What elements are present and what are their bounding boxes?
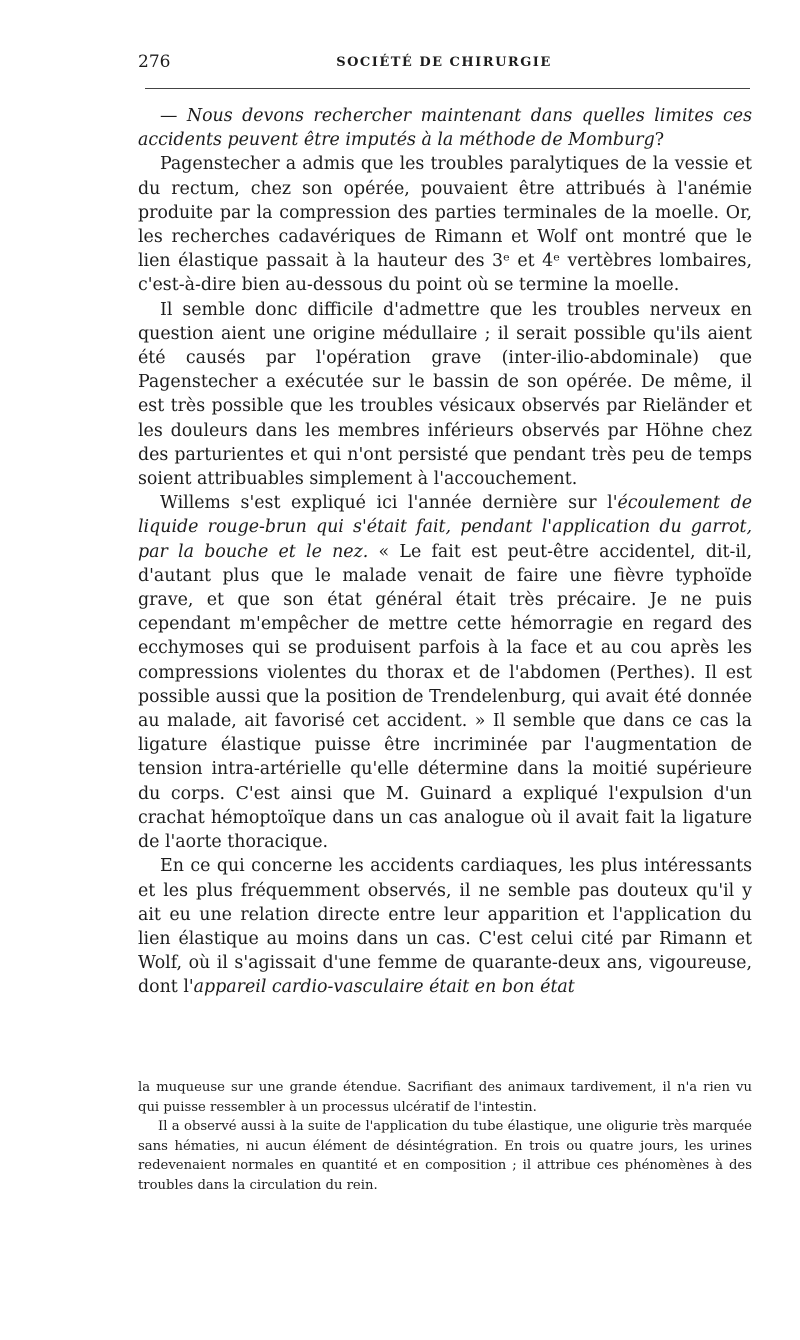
page-header — [138, 52, 750, 74]
paragraph — [138, 104, 752, 152]
text-span: Willems s'est expliqué ici l'année dernière sur l' — [160, 493, 618, 514]
italic-text: Nous devons rechercher maintenant dans quelles limites ces accidents peuvent être imputés à la méthode de Momburg — [138, 106, 752, 151]
paragraph — [138, 491, 752, 854]
text-span: « Le fait est peut-être accidentel, dit-il, d'autant plus que le malade venait de faire une fièvre typhoïde grave, et que son état général était très précaire. Je ne puis cependant m'empêcher de mettre cette hémorragie en regard des ecchymoses qui se produisent parfois à la face et au cou après les compressions violentes du thorax et de l'abdomen (Perthes). Il est possible aussi que la position de Trendelenburg, qui avait été donnée au malade, ait favorisé cet accident. » Il semble que dans ce cas la ligature élastique puisse être incriminée par l'augmentation de tension intra-artérielle qu'elle détermine dans la moitié supérieure du corps. C'est ainsi que M. Guinard a expliqué l'expulsion d'un crachat hémoptoïque dans un cas analogue où il avait fait la ligature de l'aorte thoracique. — [138, 541, 752, 853]
text-span: En ce qui concerne les accidents cardiaques, les plus intéressants et les plus fréquemment observés, il ne semble pas douteux qu'il y ait eu une relation directe entre leur apparition et l'application du lien élastique au moins dans un cas. C'est celui cité par Rimann et Wolf, où il s'agissait d'une femme de quarante-deux ans, vigoureuse, dont l' — [138, 856, 752, 998]
footnote: Il a observé aussi à la suite de l'application du tube élastique, une oligurie très marquée sans hématies, ni aucun élément de désintégration. En trois ou quatre jours, les urines redevenaient normales en quantité et en composition ; il attribue ces phénomènes à des troubles dans la circulation du rein. — [138, 1119, 752, 1193]
page-number: 276 — [138, 52, 171, 72]
text-span: ? — [654, 130, 665, 151]
main-text — [138, 104, 752, 1000]
footnotes — [138, 1078, 752, 1196]
italic-text: appareil cardio-vasculaire était en bon état — [193, 977, 575, 998]
paragraph: Il semble donc difficile d'admettre que les troubles nerveux en question aient une origine médullaire ; il serait possible qu'ils aient été causés par l'opération grave (inter-ilio-abdominale) que Pagenstecher a exécutée sur le bassin de son opérée. De même, il est très possible que les troubles vésicaux observés par Rieländer et les douleurs dans les membres inférieurs observés par Höhne chez des parturientes et qui n'ont persisté que pendant très peu de temps soient attribuables simplement à l'accouchement. — [138, 299, 752, 490]
dash: — — [160, 106, 187, 126]
italic-text: écoulement de liquide rouge-brun qui s'était fait, pendant l'application du garrot, par la bouche et le nez. — [138, 493, 752, 562]
paragraph — [138, 854, 752, 999]
header-rule — [145, 88, 750, 89]
running-title: SOCIÉTÉ DE CHIRURGIE — [336, 55, 552, 70]
paragraph: Pagenstecher a admis que les troubles paralytiques de la vessie et du rectum, chez son opérée, pouvaient être attribués à l'anémie produite par la compression des parties terminales de la moelle. Or, les recherches cadavériques de Rimann et Wolf ont montré que le lien élastique passait à la hauteur des 3ᵉ et 4ᵉ vertèbres lombaires, c'est-à-dire bien au-dessous du point où se termine la moelle. — [138, 154, 752, 296]
footnote: la muqueuse sur une grande étendue. Sacrifiant des animaux tardivement, il n'a rien vu qui puisse ressembler à un processus ulcératif de l'intestin. — [138, 1080, 752, 1115]
